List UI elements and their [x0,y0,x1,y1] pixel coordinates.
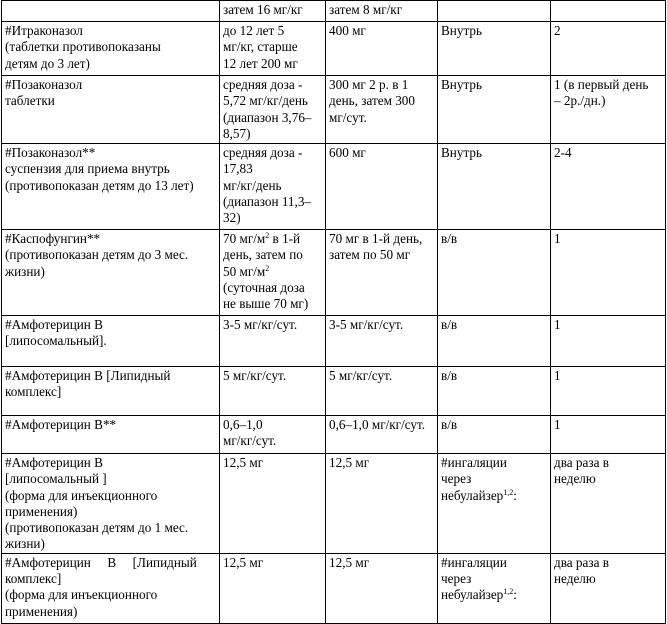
frequency-cell: два раза в неделю [551,553,666,623]
table-row [2,1,666,22]
route-cell [438,1,551,22]
table-row [2,230,666,316]
dose-adult-cell: 400 мг [326,22,438,76]
table-row [2,416,666,454]
dose-cell: 70 $мг/м^2$ в 1-й день, затем по 50 $мг/м^2$ (суточная доза не выше 70 мг) [220,230,326,316]
dose-cell: 5 мг/кг/сут. [220,367,326,416]
dose-adult-cell: 12,5 мг [326,553,438,623]
table-row [2,553,666,623]
table-row [2,22,666,76]
table-row [2,454,666,554]
frequency-cell: 1 (в первый день – 2р./дн.) [551,76,666,144]
dose-adult-cell: 600 мг [326,144,438,230]
dose-adult-cell: 3-5 мг/кг/сут. [326,316,438,367]
dose-adult-cell: 5 мг/кг/сут. [326,367,438,416]
drug-cell: #Позаконазол** суспензия для приема внутрь (противопоказан детям до 13 лет) [2,144,220,230]
frequency-cell: 2 [551,22,666,76]
dose-cell: 12,5 мг [220,454,326,554]
dose-cell: 12,5 мг [220,553,326,623]
dose-cell: 3-5 мг/кг/сут. [220,316,326,367]
route-cell: Внутрь [438,76,551,144]
drug-cell [2,1,220,22]
frequency-cell: 1 [551,230,666,316]
table-row [2,367,666,416]
frequency-cell: 1 [551,316,666,367]
frequency-cell: 2-4 [551,144,666,230]
dose-adult-cell: 12,5 мг [326,454,438,554]
drug-cell: #Амфотерицин В [липосомальный ] (форма для инъекционного применения) (противопоказан детям до 1 мес. жизни) [2,454,220,554]
dose-adult-cell: 70 мг в 1-й день, затем по 50 мг [326,230,438,316]
frequency-cell: 1 [551,416,666,454]
route-cell: в/в [438,316,551,367]
dose-adult-cell: затем 8 мг/кг [326,1,438,22]
dose-cell: средняя доза - 17,83 мг/кг/день (диапазон 11,3– 32) [220,144,326,230]
route-cell: #ингаляции через небулайзер$^{1,2}$: [438,454,551,554]
drug-cell: #Каспофунгин** (противопоказан детям до 3 мес. жизни) [2,230,220,316]
route-cell: в/в [438,416,551,454]
route-cell: Внутрь [438,144,551,230]
dose-adult-cell: 300 мг 2 р. в 1 день, затем 300 мг/сут. [326,76,438,144]
drug-cell: #Амфотерицин В [Липидный комплекс] (форма для инъекционного применения) [2,553,220,623]
dose-cell: средняя доза - 5,72 мг/кг/день (диапазон 3,76– 8,57) [220,76,326,144]
dosage-table [1,0,666,624]
drug-cell: #Амфотерицин В [Липидный комплекс] [2,367,220,416]
drug-cell: #Амфотерицин В [липосомальный]. [2,316,220,367]
table-row [2,144,666,230]
table-row [2,76,666,144]
frequency-cell: 1 [551,367,666,416]
route-cell: в/в [438,230,551,316]
frequency-cell: два раза в неделю [551,454,666,554]
route-cell: в/в [438,367,551,416]
frequency-cell [551,1,666,22]
route-cell: Внутрь [438,22,551,76]
drug-cell: #Амфотерицин В** [2,416,220,454]
dose-cell: затем 16 мг/кг [220,1,326,22]
drug-cell: #Итраконазол (таблетки противопоказаны детям до 3 лет) [2,22,220,76]
dose-adult-cell: 0,6–1,0 мг/кг/сут. [326,416,438,454]
table-row [2,316,666,367]
drug-cell: #Позаконазол таблетки [2,76,220,144]
route-cell: #ингаляции через небулайзер$^{1,2}$: [438,553,551,623]
dose-cell: 0,6–1,0 мг/кг/сут. [220,416,326,454]
dose-cell: до 12 лет 5 мг/кг, старше 12 лет 200 мг [220,22,326,76]
